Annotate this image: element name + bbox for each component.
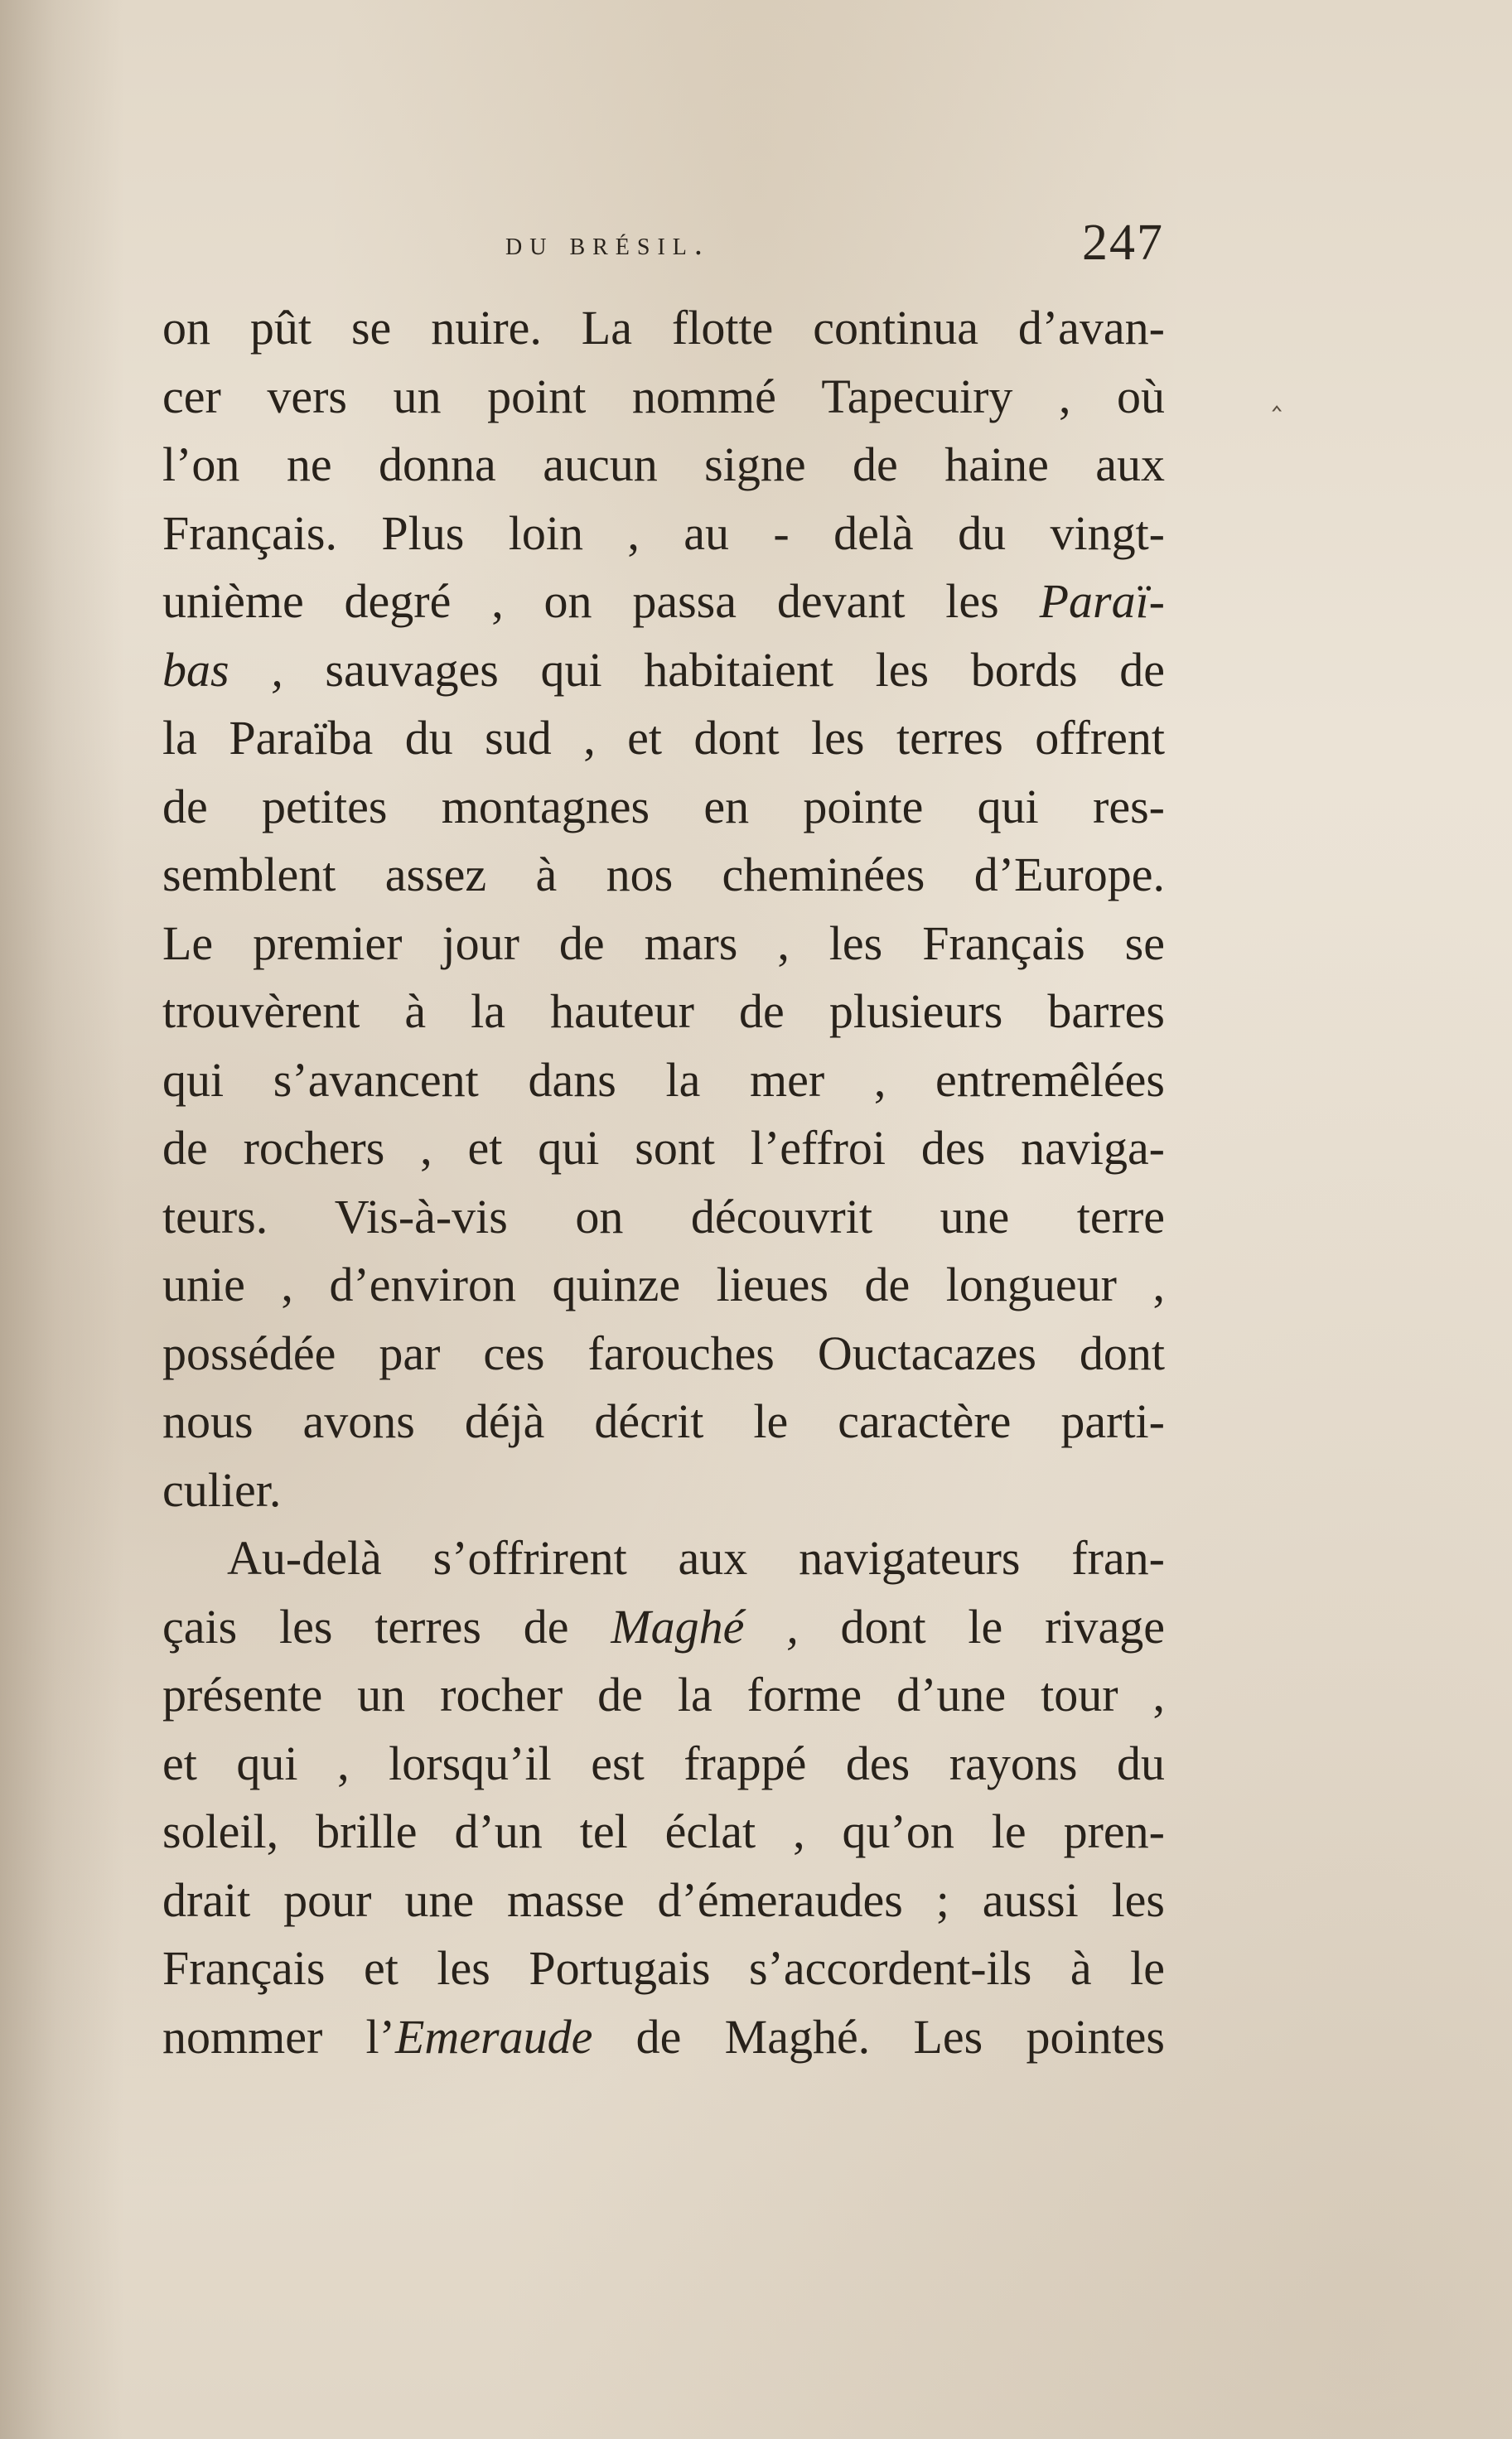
text-line: [162, 2003, 1165, 2072]
running-title: du brésil.: [505, 225, 710, 262]
text-segment: nommer l’: [162, 2009, 395, 2064]
text-line: possédée par ces farouches Ouctacazes dont: [162, 1326, 1165, 1380]
text-line: soleil, brille d’un tel éclat , qu’on le pren-: [162, 1804, 1165, 1858]
text-line: qui s’avancent dans la mer , entremêlées: [162, 1052, 1165, 1107]
text-line: trouvèrent à la hauteur de plusieurs barres: [162, 984, 1165, 1038]
text-line: nous avons déjà décrit le caractère parti-: [162, 1394, 1165, 1448]
text-line: Au-delà s’offrirent aux navigateurs fran-: [227, 1531, 1165, 1585]
text-line: Français et les Portugais s’accordent-ils à le: [162, 1941, 1165, 1995]
text-segment: dont le rivage: [798, 1599, 1165, 1654]
page-header: [157, 215, 1164, 275]
text-line: drait pour une masse d’émeraudes ; aussi les: [162, 1872, 1165, 1927]
text-line: l’on ne donna aucun signe de haine aux: [162, 437, 1165, 491]
text-line: et qui , lorsqu’il est frappé des rayons du: [162, 1736, 1165, 1790]
italic-place-name: Paraï-: [1039, 574, 1165, 628]
text-line: on pût se nuire. La flotte continua d’avan-: [162, 301, 1165, 355]
text-line: de petites montagnes en pointe qui res-: [162, 779, 1165, 833]
text-line: [162, 636, 1165, 705]
text-line: semblent assez à nos cheminées d’Europe.: [162, 848, 1165, 901]
page-gutter-shadow: [0, 0, 124, 2439]
text-line: Français. Plus loin , au - delà du vingt-: [162, 505, 1165, 560]
text-segment: de Maghé. Les pointes: [592, 2009, 1165, 2064]
text-line: culier.: [162, 1462, 282, 1517]
text-line: Le premier jour de mars , les Français se: [162, 915, 1165, 970]
text-line: [162, 1593, 1165, 1662]
text-line: teurs. Vis-à-vis on découvrit une terre: [162, 1189, 1165, 1244]
text-line: présente un rocher de la forme d’une tour ,: [162, 1668, 1165, 1722]
text-segment: unième degré , on passa devant les: [162, 574, 1040, 628]
text-line: la Paraïba du sud , et dont les terres offrent: [162, 711, 1165, 765]
text-line: [162, 567, 1165, 636]
pencil-mark: ‸: [1272, 378, 1283, 411]
text-line: cer vers un point nommé Tapecuiry , où: [162, 369, 1165, 423]
italic-place-name: Emeraude: [394, 2009, 593, 2064]
page-number: 247: [1082, 215, 1164, 271]
italic-place-name: bas ,: [162, 642, 283, 697]
text-segment: çais les terres de: [162, 1599, 611, 1654]
body-text: [162, 294, 1165, 2071]
text-line: unie , d’environ quinze lieues de longueur ,: [162, 1258, 1165, 1311]
italic-place-name: Maghé ,: [611, 1599, 799, 1654]
text-line: de rochers , et qui sont l’effroi des naviga-: [162, 1121, 1165, 1175]
text-segment: sauvages qui habitaient les bords de: [283, 642, 1165, 697]
